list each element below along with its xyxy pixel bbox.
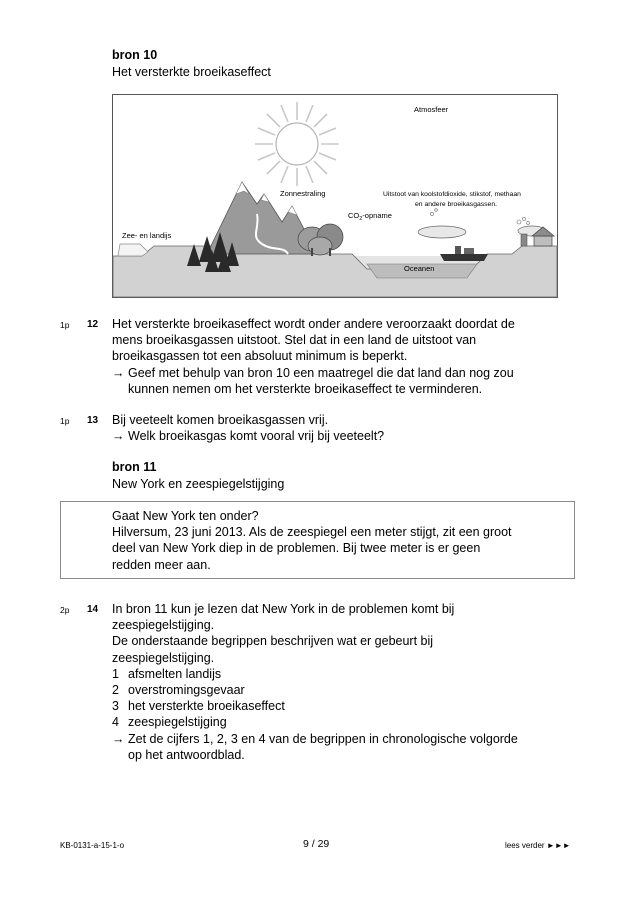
bron11-box-line: Gaat New York ten onder? (112, 509, 259, 523)
q14-line: In bron 11 kun je lezen dat New York in de problemen komt bij (112, 602, 455, 616)
bron11-box-line: redden meer aan. (112, 557, 211, 572)
footer-code: KB-0131-a-15-1-o (60, 841, 125, 850)
list-item: 2 overstromingsgevaar (112, 683, 245, 698)
q12-task-line: Geef met behulp van bron 10 een maatregel die dat land dan nog zou (128, 365, 514, 380)
bron11-subtitle: New York en zeespiegelstijging (112, 477, 285, 491)
q14-task-line: op het antwoordblad. (128, 747, 245, 762)
q14-line: De onderstaande begrippen beschrijven wat er gebeurt bij (112, 634, 434, 649)
emissions-label-1: Uitstoot van koolstofdioxide, stikstof, methaan (383, 191, 521, 198)
arrow-icon: → (112, 429, 125, 444)
list-item: 1 afsmelten landijs (112, 666, 222, 681)
ground (113, 246, 557, 297)
q14-line: zeespiegelstijging. (112, 650, 215, 665)
q12-body (112, 316, 582, 397)
q14-line: zeespiegelstijging. (112, 618, 215, 633)
arrow-icon: → (112, 731, 125, 746)
q14-body (112, 601, 582, 763)
ice-label: Zee- en landijs (122, 231, 172, 240)
lees-verder: lees verder ►►► (505, 841, 571, 850)
q12-points: 1p (60, 320, 70, 330)
list-item: 3 het versterkte broeikaseffect (112, 699, 285, 714)
q14-points: 2p (60, 605, 70, 615)
radiation-label: Zonnestraling (280, 189, 326, 198)
bron11-box-line: Hilversum, 23 juni 2013. Als de zeespiegel een meter stijgt, zit een groot (112, 525, 512, 540)
emissions-label-2: en andere broeikasgassen. (415, 201, 497, 208)
bron10-title: bron 10 (112, 48, 158, 62)
q13-task: Welk broeikasgas komt vooral vrij bij veeteelt? (128, 429, 385, 444)
q13-body (112, 412, 582, 444)
ocean-label: Oceanen (404, 264, 435, 273)
bron11-title: bron 11 (112, 460, 157, 474)
sun-icon (255, 102, 339, 186)
page-number: 9 / 29 (303, 838, 330, 850)
q13-points: 1p (60, 416, 70, 426)
q12-line: mens broeikasgassen uitstoot. Stel dat in een land de uitstoot van (112, 333, 477, 348)
arrow-icon: → (112, 365, 125, 380)
bron11-box-line: deel van New York diep in de problemen. Bij twee meter is er geen (112, 541, 481, 556)
q14-number: 14 (87, 604, 99, 615)
bron10-subtitle: Het versterkte broeikaseffect (112, 65, 271, 79)
atmosphere-label: Atmosfeer (414, 105, 449, 114)
q12-number: 12 (87, 319, 99, 330)
q13-line: Bij veeteelt komen broeikasgassen vrij. (112, 413, 329, 427)
list-item: 4 zeespiegelstijging (112, 715, 227, 730)
q13-number: 13 (87, 415, 99, 426)
cloud-icon (418, 226, 466, 238)
q12-task-line: kunnen nemen om het versterkte broeikaseffect te verminderen. (128, 381, 483, 396)
bron11-box (60, 501, 575, 579)
q12-line: broeikasgassen tot een absoluut minimum is beperkt. (112, 349, 408, 364)
co2-label: $CO_2$-opname (348, 211, 392, 222)
q14-task-line: Zet de cijfers 1, 2, 3 en 4 van de begrippen in chronologische volgorde (128, 731, 518, 746)
q12-line: Het versterkte broeikaseffect wordt onder andere veroorzaakt doordat de (112, 317, 515, 331)
greenhouse-figure (112, 94, 558, 298)
